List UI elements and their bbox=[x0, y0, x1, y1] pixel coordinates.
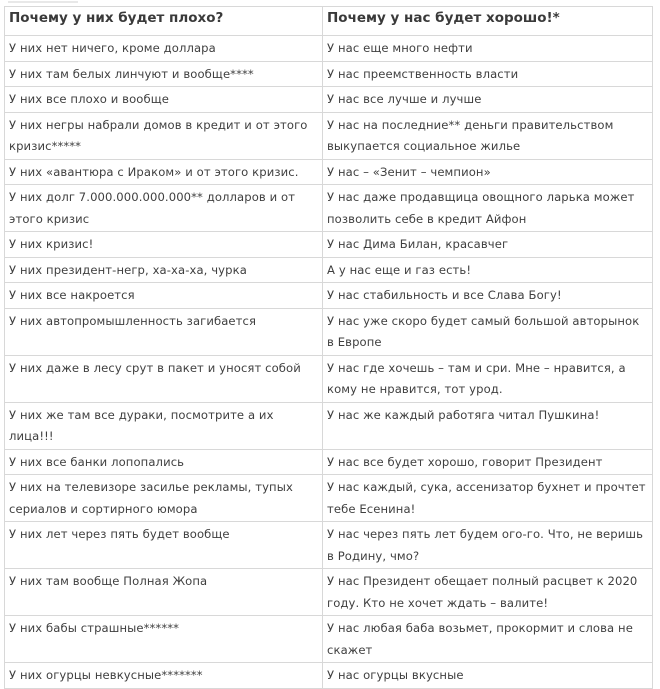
cell-us: У нас любая баба возьмет, прокормит и слова не скажет bbox=[323, 616, 653, 663]
table-row bbox=[5, 283, 653, 309]
table-row bbox=[5, 159, 653, 185]
cell-us: У нас Дима Билан, красавчег bbox=[323, 232, 653, 258]
comparison-table bbox=[4, 6, 653, 689]
table-row bbox=[5, 61, 653, 87]
table-row bbox=[5, 185, 653, 232]
table-row bbox=[5, 112, 653, 159]
cell-us: У нас все будет хорошо, говорит Президент bbox=[323, 449, 653, 475]
cell-us: У нас на последние** деньги правительством выкупается социальное жилье bbox=[323, 112, 653, 159]
table-row bbox=[5, 449, 653, 475]
table-row bbox=[5, 308, 653, 355]
cell-us: У нас же каждый работяга читал Пушкина! bbox=[323, 402, 653, 449]
cell-them: У них огурцы невкусные******* bbox=[5, 663, 323, 689]
cell-us: У нас стабильность и все Слава Богу! bbox=[323, 283, 653, 309]
table-row bbox=[5, 475, 653, 522]
cell-them: У них президент-негр, ха-ха-ха, чурка bbox=[5, 257, 323, 283]
cell-them: У них бабы страшные****** bbox=[5, 616, 323, 663]
table-row bbox=[5, 355, 653, 402]
cell-us: У нас Президент обещает полный расцвет к 2020 году. Кто не хочет ждать – валите! bbox=[323, 569, 653, 616]
cropped-top-strip bbox=[8, 0, 88, 4]
cell-them: У них автопромышленность загибается bbox=[5, 308, 323, 355]
cell-us: У нас все лучше и лучше bbox=[323, 87, 653, 113]
cell-them: У них там белых линчуют и вообще**** bbox=[5, 61, 323, 87]
table-row bbox=[5, 569, 653, 616]
cell-them: У них даже в лесу срут в пакет и уносят собой bbox=[5, 355, 323, 402]
cell-us: У нас даже продавщица овощного ларька может позволить себе в кредит Айфон bbox=[323, 185, 653, 232]
cell-us: У нас еще много нефти bbox=[323, 36, 653, 62]
cell-them: У них все банки лопопались bbox=[5, 449, 323, 475]
cell-them: У них нет ничего, кроме доллара bbox=[5, 36, 323, 62]
header-them: Почему у них будет плохо? bbox=[5, 7, 323, 36]
cell-them: У них кризис! bbox=[5, 232, 323, 258]
cell-them: У них все накроется bbox=[5, 283, 323, 309]
table-row bbox=[5, 522, 653, 569]
table-row bbox=[5, 232, 653, 258]
cell-them: У них долг 7.000.000.000.000** долларов и от этого кризис bbox=[5, 185, 323, 232]
cell-us: У нас через пять лет будем ого-го. Что, не веришь в Родину, чмо? bbox=[323, 522, 653, 569]
table-row bbox=[5, 616, 653, 663]
cell-them: У них «авантюра с Ираком» и от этого кризис. bbox=[5, 159, 323, 185]
cell-them: У них лет через пять будет вообще bbox=[5, 522, 323, 569]
cell-us: У нас преемственность власти bbox=[323, 61, 653, 87]
cell-us: У нас уже скоро будет самый большой авторынок в Европе bbox=[323, 308, 653, 355]
table-row bbox=[5, 36, 653, 62]
cell-them: У них там вообще Полная Жопа bbox=[5, 569, 323, 616]
table-row bbox=[5, 257, 653, 283]
cell-them: У них все плохо и вообще bbox=[5, 87, 323, 113]
cell-us: У нас каждый, сука, ассенизатор бухнет и прочтет тебе Есенина! bbox=[323, 475, 653, 522]
table-row bbox=[5, 87, 653, 113]
cell-us: У нас – «Зенит – чемпион» bbox=[323, 159, 653, 185]
cell-them: У них же там все дураки, посмотрите а их лица!!! bbox=[5, 402, 323, 449]
table-row bbox=[5, 663, 653, 689]
cell-us: А у нас еще и газ есть! bbox=[323, 257, 653, 283]
cell-us: У нас где хочешь – там и сри. Мне – нравится, а кому не нравится, тот урод. bbox=[323, 355, 653, 402]
header-us: Почему у нас будет хорошо!* bbox=[323, 7, 653, 36]
cell-us: У нас огурцы вкусные bbox=[323, 663, 653, 689]
table-row bbox=[5, 402, 653, 449]
cell-them: У них на телевизоре засилье рекламы, тупых сериалов и сортирного юмора bbox=[5, 475, 323, 522]
header-row bbox=[5, 7, 653, 36]
cell-them: У них негры набрали домов в кредит и от этого кризис***** bbox=[5, 112, 323, 159]
